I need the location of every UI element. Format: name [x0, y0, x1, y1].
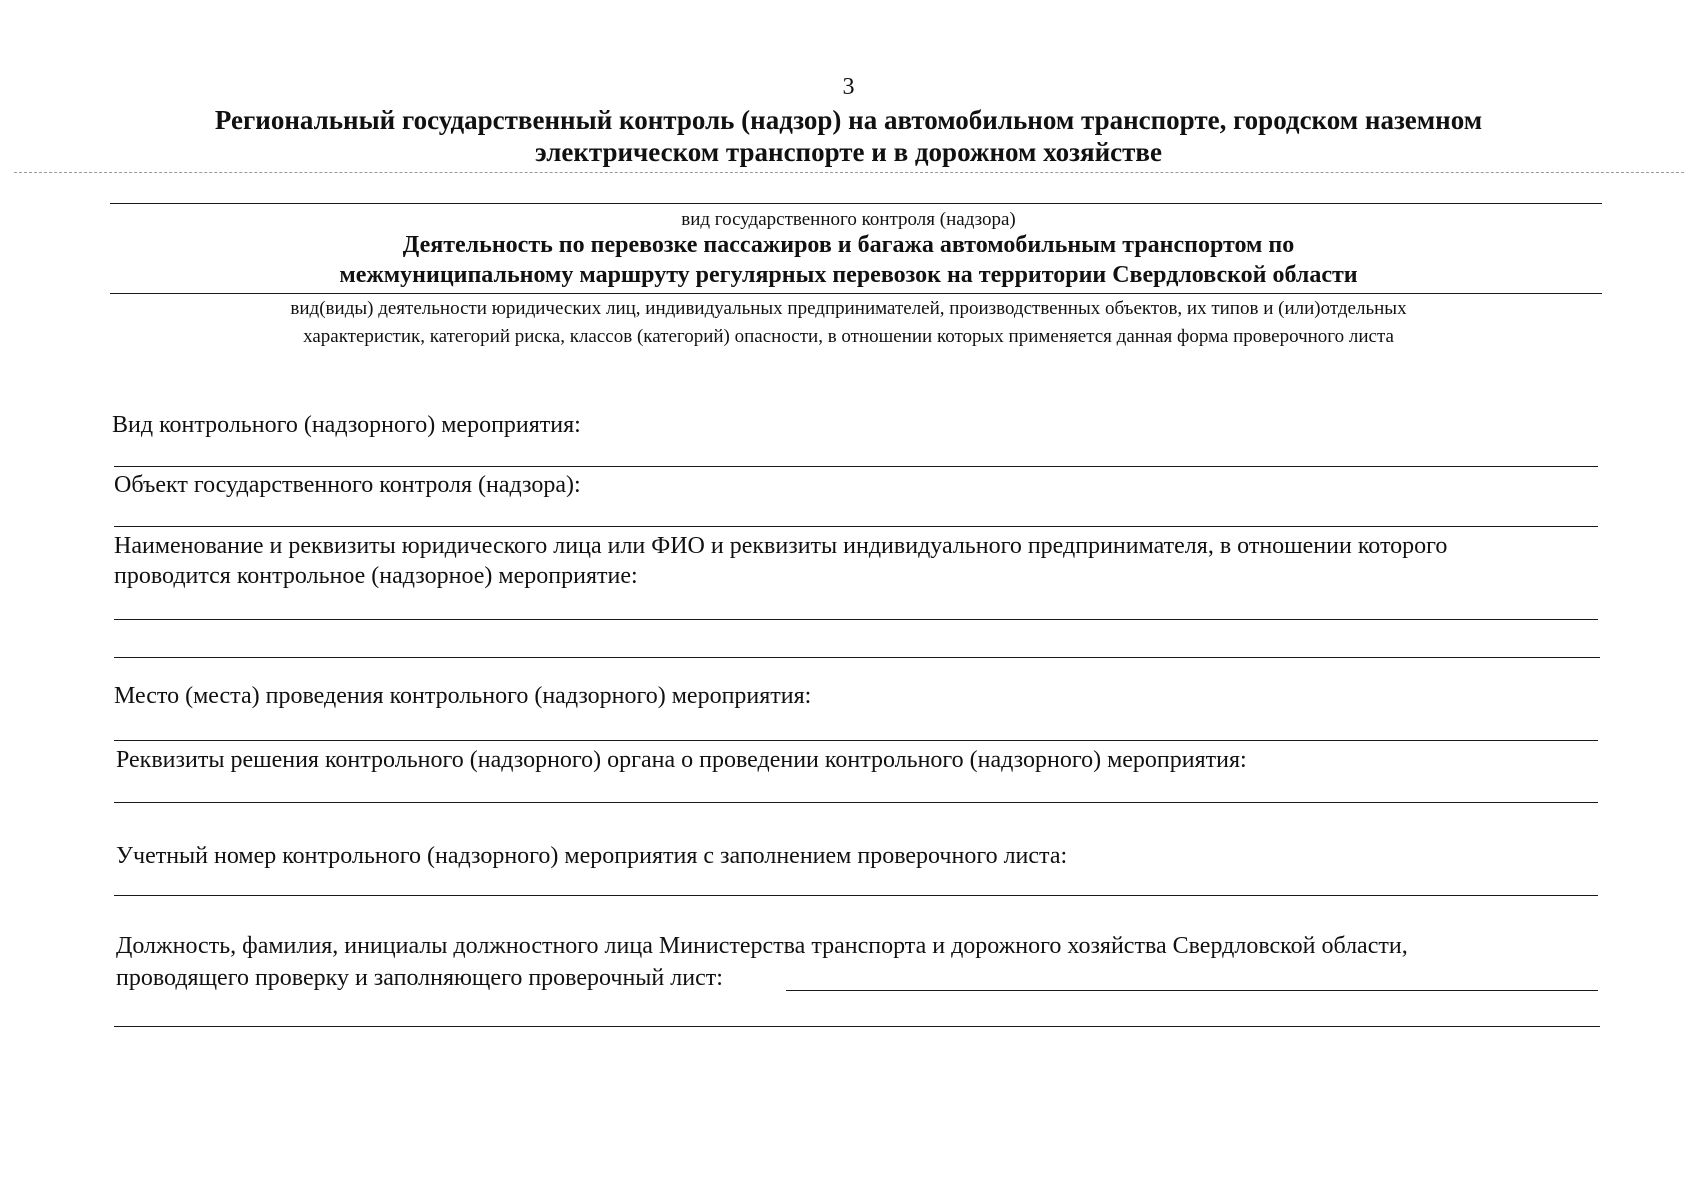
place-field[interactable]: [114, 740, 1598, 741]
entity-label: [114, 531, 1447, 591]
page-number: 3: [842, 74, 855, 100]
official-label-line-2: проводящего проверку и заполняющего проверочный лист:: [116, 965, 723, 991]
place-label: Место (места) проведения контрольного (надзорного) мероприятия:: [114, 683, 812, 709]
control-type-caption: вид государственного контроля (надзора): [681, 209, 1016, 230]
activity-text: [0, 230, 1697, 290]
official-label-line-1: Должность, фамилия, инициалы должностного лица Министерства транспорта и дорожного хозяйства Свердловской области,: [116, 933, 1408, 959]
activity-caption: [0, 295, 1697, 351]
official-field-2[interactable]: [114, 1026, 1600, 1027]
decision-label: Реквизиты решения контрольного (надзорного) органа о проведении контрольного (надзорного) мероприятия:: [116, 747, 1247, 773]
official-field-1[interactable]: [786, 990, 1598, 991]
activity-line: [110, 293, 1602, 294]
event-type-field[interactable]: [114, 466, 1598, 467]
activity-caption-line-1: вид(виды) деятельности юридических лиц, индивидуальных предпринимателей, производственных объектов, их типов и (или)отдельных: [290, 298, 1407, 319]
entity-label-line-1: Наименование и реквизиты юридического лица или ФИО и реквизиты индивидуального предпринимателя, в отношении которого: [114, 533, 1448, 559]
event-type-label: Вид контрольного (надзорного) мероприятия:: [112, 412, 581, 438]
control-type-line: [110, 203, 1602, 204]
activity-caption-line-2: характеристик, категорий риска, классов (категорий) опасности, в отношении которых применяется данная форма проверочного листа: [303, 326, 1394, 347]
object-field[interactable]: [114, 526, 1598, 527]
object-label: Объект государственного контроля (надзора):: [114, 472, 581, 498]
record-number-field[interactable]: [114, 895, 1598, 896]
entity-field-1[interactable]: [114, 619, 1598, 620]
activity-line-1: Деятельность по перевозке пассажиров и багажа автомобильным транспортом по: [402, 232, 1295, 258]
page-title-line-1: Региональный государственный контроль (надзор) на автомобильном транспорте, городском наземном: [214, 105, 1483, 135]
entity-label-line-2: проводится контрольное (надзорное) мероприятие:: [114, 563, 638, 589]
record-number-label: Учетный номер контрольного (надзорного) мероприятия с заполнением проверочного листа:: [116, 843, 1068, 869]
entity-field-2[interactable]: [114, 657, 1600, 658]
page-title: [0, 104, 1697, 168]
activity-line-2: межмуниципальному маршруту регулярных перевозок на территории Свердловской области: [339, 262, 1358, 288]
decision-field[interactable]: [114, 802, 1598, 803]
page-title-line-2: электрическом транспорте и в дорожном хозяйстве: [535, 137, 1162, 167]
header-separator: [14, 172, 1684, 173]
